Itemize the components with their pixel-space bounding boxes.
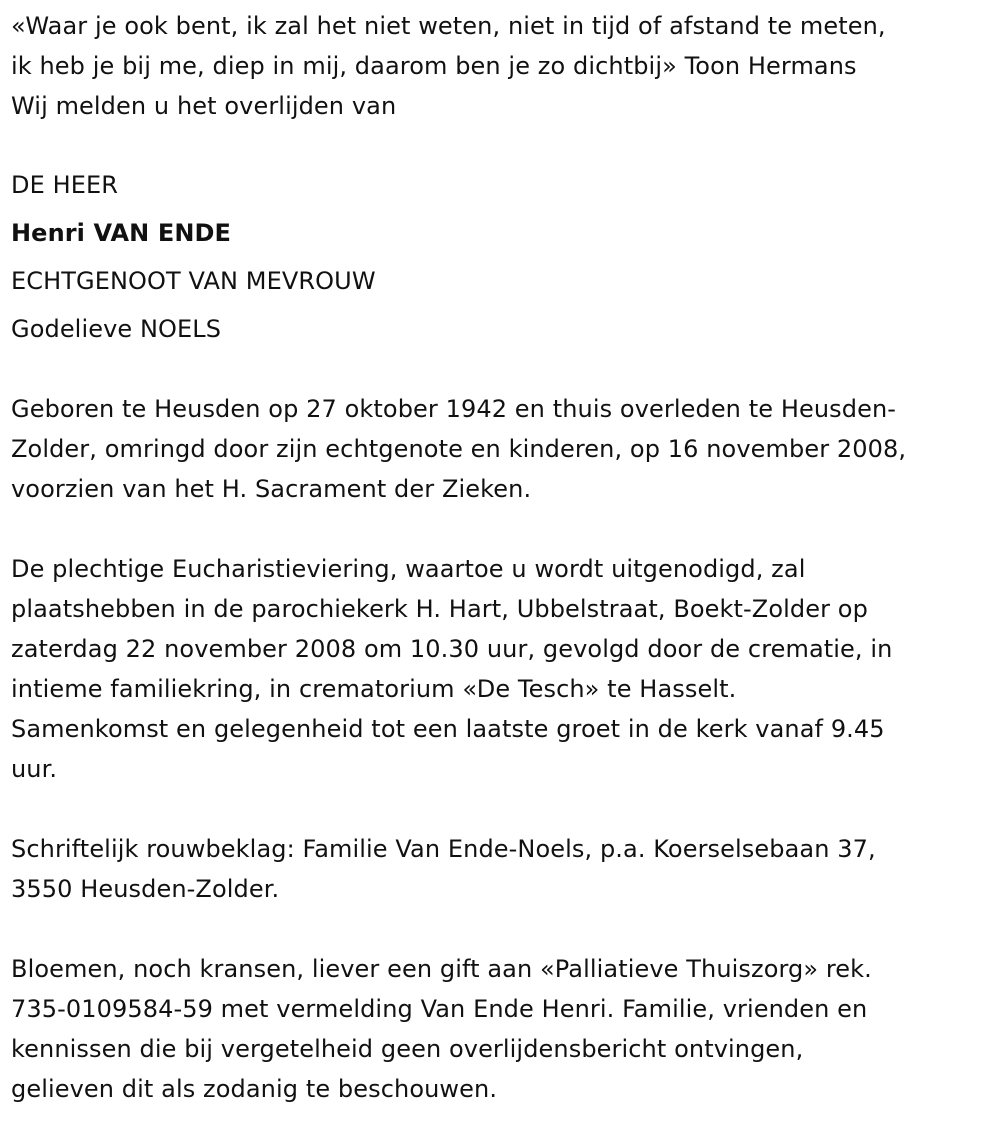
relation-text: ECHTGENOOT VAN MEVROUW xyxy=(11,267,376,295)
ceremony-line-4: intieme familiekring, in crematorium «De Tesch» te Hasselt. xyxy=(11,675,737,703)
ceremony-line-1: De plechtige Eucharistieviering, waartoe u wordt uitgenodigd, zal xyxy=(11,555,806,583)
intro-text: Wij melden u het overlijden van xyxy=(11,92,397,120)
ceremony-line-6: uur. xyxy=(11,755,58,783)
condolences-line-2: 3550 Heusden-Zolder. xyxy=(11,875,280,903)
birth-death-line-3: voorzien van het H. Sacrament der Zieken. xyxy=(11,475,532,503)
ceremony-line-5: Samenkomst en gelegenheid tot een laatste groet in de kerk vanaf 9.45 xyxy=(11,715,885,743)
title-text: DE HEER xyxy=(11,171,119,199)
flowers-line-3: kennissen die bij vergetelheid geen overlijdensbericht ontvingen, xyxy=(11,1035,804,1063)
spouse-name: Godelieve NOELS xyxy=(11,315,222,343)
ceremony-line-3: zaterdag 22 november 2008 om 10.30 uur, gevolgd door de crematie, in xyxy=(11,635,893,663)
quote-line-2: ik heb je bij me, diep in mij, daarom ben je zo dichtbij» Toon Hermans xyxy=(11,52,857,80)
birth-death-line-2: Zolder, omringd door zijn echtgenote en kinderen, op 16 november 2008, xyxy=(11,435,907,463)
ceremony-line-2: plaatshebben in de parochiekerk H. Hart, Ubbelstraat, Boekt-Zolder op xyxy=(11,595,868,623)
quote-line-1: «Waar je ook bent, ik zal het niet weten, niet in tijd of afstand te meten, xyxy=(11,12,886,40)
flowers-line-2: 735-0109584-59 met vermelding Van Ende Henri. Familie, vrienden en xyxy=(11,995,868,1023)
deceased-name: Henri VAN ENDE xyxy=(11,219,232,247)
flowers-line-4: gelieven dit als zodanig te beschouwen. xyxy=(11,1075,498,1103)
birth-death-line-1: Geboren te Heusden op 27 oktober 1942 en thuis overleden te Heusden- xyxy=(11,395,897,423)
condolences-line-1: Schriftelijk rouwbeklag: Familie Van Ende-Noels, p.a. Koerselsebaan 37, xyxy=(11,835,876,863)
flowers-line-1: Bloemen, noch kransen, liever een gift aan «Palliatieve Thuiszorg» rek. xyxy=(11,955,872,983)
